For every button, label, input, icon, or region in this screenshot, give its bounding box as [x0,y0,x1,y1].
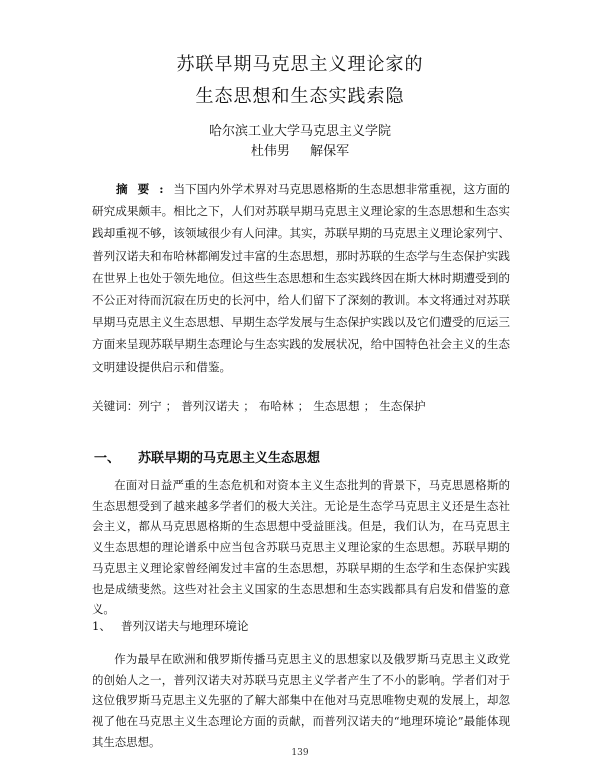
keywords: 关键词：列宁 ； 普列汉诺夫 ； 布哈林 ； 生态思想 ； 生态保护 [92,399,426,413]
keyword: 生态保护 [379,399,426,413]
subsection-heading [92,618,249,634]
paragraph-text: 在面对日益严重的生态危机和对资本主义生态批判的背景下，马克思恩格斯的生态思想受到了越来越多学者们的极大关注。无论是生态学马克思主义还是生态社会主义，都从马克思恩格斯的生态思想中受益匪浅。但是，我们认为，在马克思主义生态思想的理论谱系中应当包含苏联马克思主义理论家的生态思想。苏联早期的马克思主义理论家曾经阐发过丰富的生态思想，苏联早期的生态学和生态保护实践也是成绩斐然。这些对社会主义国家的生态思想和生态实践都具有启发和借鉴的意义。 [92,478,510,617]
paragraph-text: 作为最早在欧洲和俄罗斯传播马克思主义的思想家以及俄罗斯马克思主义政党的创始人之一，普列汉诺夫对苏联马克思主义学者产生了不小的影响。学者们对于这位俄罗斯马克思主义先驱的了解大部集中在他对马克思唯物史观的发展上，却忽视了他在马克思主义生态理论方面的贡献，而普列汉诺夫的“地理环境论”最能体现其生态思想。 [92,652,510,749]
keyword: 生态思想 [313,399,360,413]
body-paragraph [92,649,510,753]
abstract-label: 摘要: [116,182,174,196]
subsection-number: 1、 [92,619,111,633]
affiliation: 哈尔滨工业大学马克思主义学院 [208,124,391,139]
keyword: 普列汉诺夫 [181,399,240,413]
body-paragraph [92,475,510,620]
paper-title-line-1: 苏联早期马克思主义理论家的 [176,54,424,75]
abstract-text: 当下国内外学术界对马克思恩格斯的生态思想非常重视，这方面的研究成果颇丰。相比之下，人们对苏联早期马克思主义理论家的生态思想和生态实践却重视不够，该领域很少有人问津。其实，苏联早期的马克思主义理论家列宁、普列汉诺夫和布哈林都阐发过丰富的生态思想，那时苏联的生态学与生态保护实践在世界上也处于领先地位。但这些生态思想和生态实践终因在斯大林时期遭受到的不公正对待而沉寂在历史的长河中，给人们留下了深刻的教训。本文将通过对苏联早期马克思主义生态思想、早期生态学发展与生态保护实践以及它们遭受的厄运三方面来呈现苏联早期生态理论与生态实践的发展状况，给中国特色社会主义的生态文明建设提供启示和借鉴。 [92,182,510,374]
abstract [92,178,510,378]
author-name: 解保军 [310,144,350,159]
section-heading [94,447,320,466]
keyword: 列宁 [138,399,162,413]
page-number: 139 [291,748,309,758]
author-list [0,140,600,159]
keyword: 布哈林 [258,399,294,413]
section-title: 苏联早期的马克思主义生态思想 [138,451,321,466]
paper-title-line-2: 生态思想和生态实践索隐 [195,86,405,107]
subsection-title: 普列汉诺夫与地理环境论 [120,619,249,633]
section-number: 一、 [94,451,121,466]
keywords-label: 关键词： [92,399,139,413]
author-name: 杜伟男 [250,144,290,159]
